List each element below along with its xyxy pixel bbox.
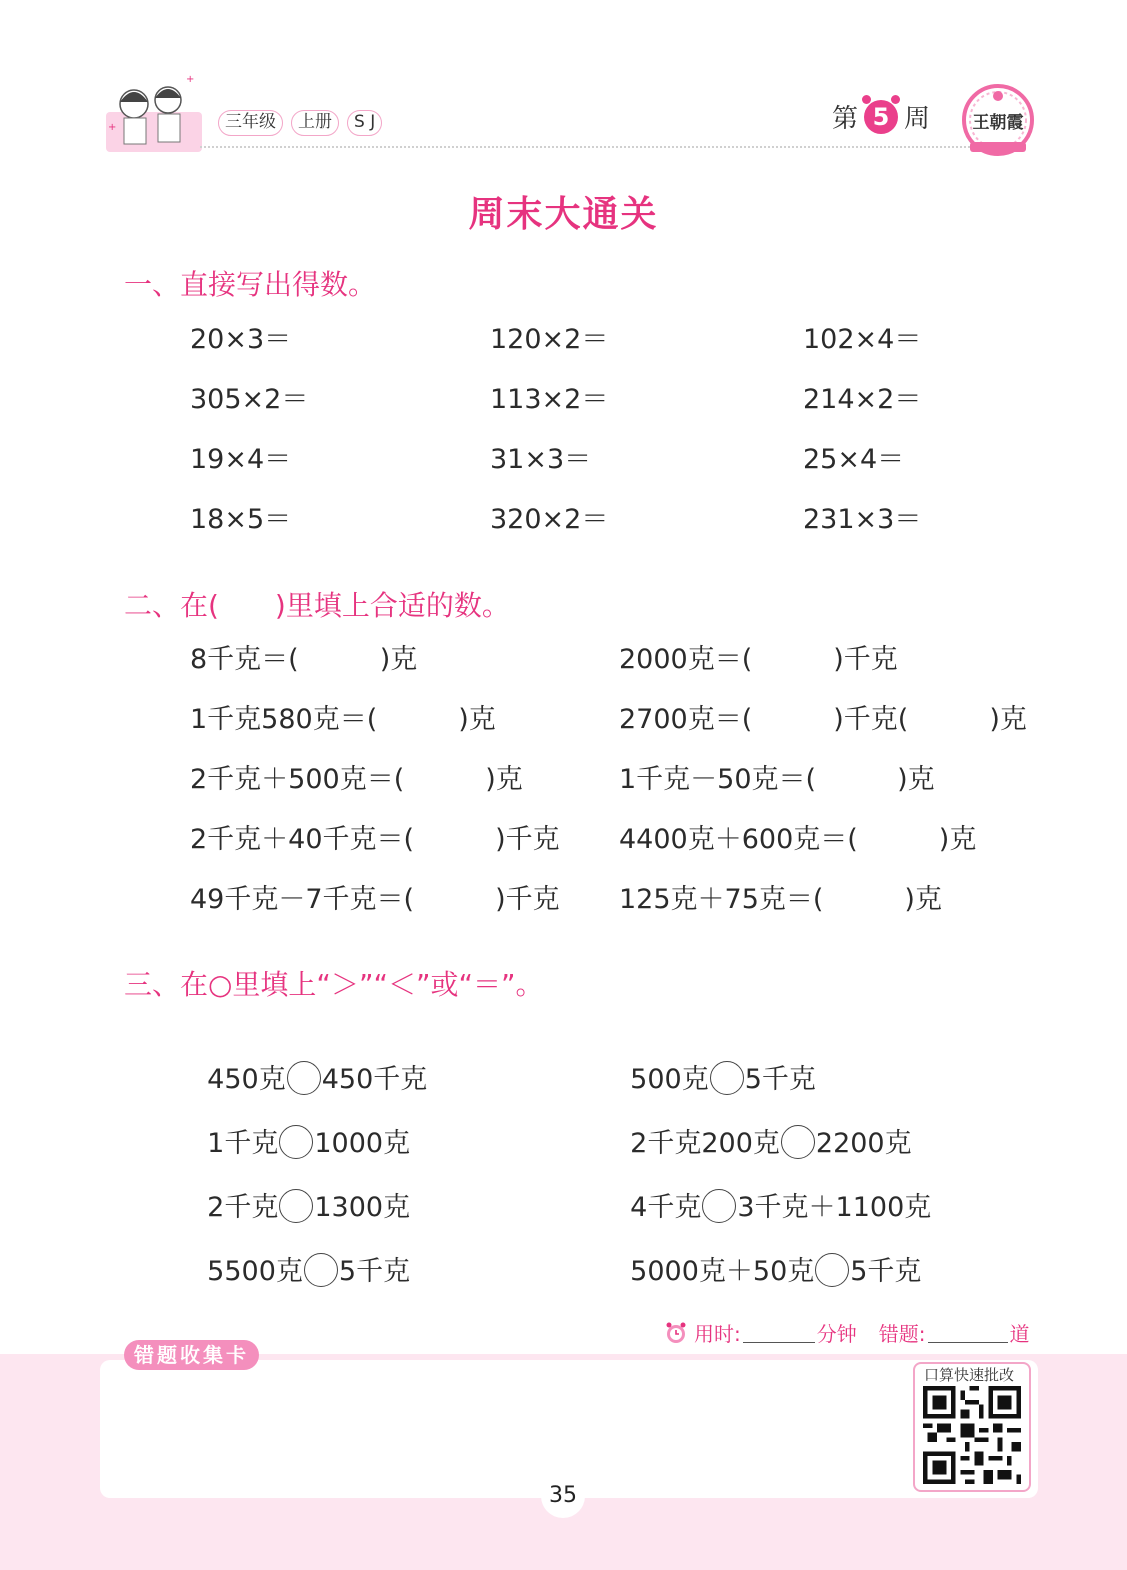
calc-item: 20×3＝ [190,324,292,355]
fill-item: 2700克＝( )千克( )克 [619,704,1027,735]
alarm-clock-icon [664,1321,688,1345]
week-indicator [832,98,930,135]
compare-item [190,1089,410,1162]
errors-unit: 道 [1009,1322,1030,1346]
calc-item: 231×3＝ [803,504,922,535]
week-number-badge: 5 [864,100,898,134]
compare-right: 5千克 [744,1064,816,1095]
qr-code-icon[interactable] [923,1386,1021,1484]
compare-right: 3千克＋1100克 [737,1192,932,1223]
compare-item [190,1217,410,1290]
compare-left: 5000克＋50克 [630,1256,815,1287]
compare-left: 2千克 [207,1192,279,1223]
calc-item: 113×2＝ [490,384,609,415]
errors-label: 错题: [878,1322,926,1346]
compare-right: 1300克 [314,1192,411,1223]
grade-info [218,110,382,136]
compare-right: 1000克 [314,1128,411,1159]
fill-item: 2000克＝( )千克 [619,644,898,675]
week-prefix: 第 [832,104,859,134]
compare-left: 2千克200克 [630,1128,780,1159]
compare-item [190,1153,410,1226]
edition-label: S J [347,110,382,136]
cartoon-kids-illustration [104,72,204,156]
fill-item: 1千克580克＝( )克 [190,704,496,735]
compare-item [613,1025,816,1098]
compare-right: 5千克 [850,1256,922,1287]
compare-left: 4千克 [630,1192,702,1223]
fill-item: 8千克＝( )克 [190,644,418,675]
section-2-title: 二、在( )里填上合适的数。 [124,589,510,622]
calc-item: 102×4＝ [803,324,922,355]
calc-item: 120×2＝ [490,324,609,355]
compare-left: 5500克 [207,1256,303,1287]
section-3-title: 三、在○里填上“＞”“＜”或“＝”。 [124,968,544,1001]
brand-seal-logo [960,82,1036,158]
calc-item: 18×5＝ [190,504,292,535]
fill-item: 2千克＋40千克＝( )千克 [190,824,560,855]
time-label: 用时: [694,1322,741,1346]
compare-item [190,1025,427,1098]
week-suffix: 周 [904,104,931,134]
svg-text:王朝霞: 王朝霞 [972,113,1024,133]
error-collection-card-tab: 错题收集卡 [124,1340,259,1370]
compare-circle[interactable] [304,1253,338,1287]
fill-item: 1千克－50克＝( )克 [619,764,935,795]
compare-left: 500克 [630,1064,709,1095]
compare-item [613,1089,912,1162]
compare-item [613,1217,921,1290]
page-number: 35 [541,1474,585,1518]
section-1-title: 一、直接写出得数。 [124,268,377,301]
header-divider [200,146,970,148]
svg-text:+: + [186,74,195,85]
compare-right: 2200克 [815,1128,912,1159]
compare-item [613,1153,931,1226]
time-blank[interactable] [743,1323,815,1343]
fill-item: 4400克＋600克＝( )克 [619,824,977,855]
volume-label: 上册 [291,110,339,136]
compare-circle[interactable] [815,1253,849,1287]
fill-item: 2千克＋500克＝( )克 [190,764,523,795]
time-unit: 分钟 [816,1322,857,1346]
fill-item: 125克＋75克＝( )克 [619,884,942,915]
time-and-errors-record [664,1318,1030,1347]
calc-item: 19×4＝ [190,444,292,475]
calc-item: 25×4＝ [803,444,905,475]
calc-item: 305×2＝ [190,384,309,415]
compare-right: 5千克 [338,1256,411,1287]
fill-item: 49千克－7千克＝( )千克 [190,884,560,915]
svg-text:+: + [108,122,117,133]
errors-blank[interactable] [928,1323,1008,1343]
calc-item: 214×2＝ [803,384,922,415]
page-title: 周末大通关 [468,194,659,235]
compare-right: 450千克 [321,1064,428,1095]
grade-label: 三年级 [218,110,283,136]
compare-left: 1千克 [207,1128,279,1159]
calc-item: 320×2＝ [490,504,609,535]
qr-label: 口算快速批改 [924,1366,1015,1384]
compare-left: 450克 [207,1064,286,1095]
calc-item: 31×3＝ [490,444,592,475]
